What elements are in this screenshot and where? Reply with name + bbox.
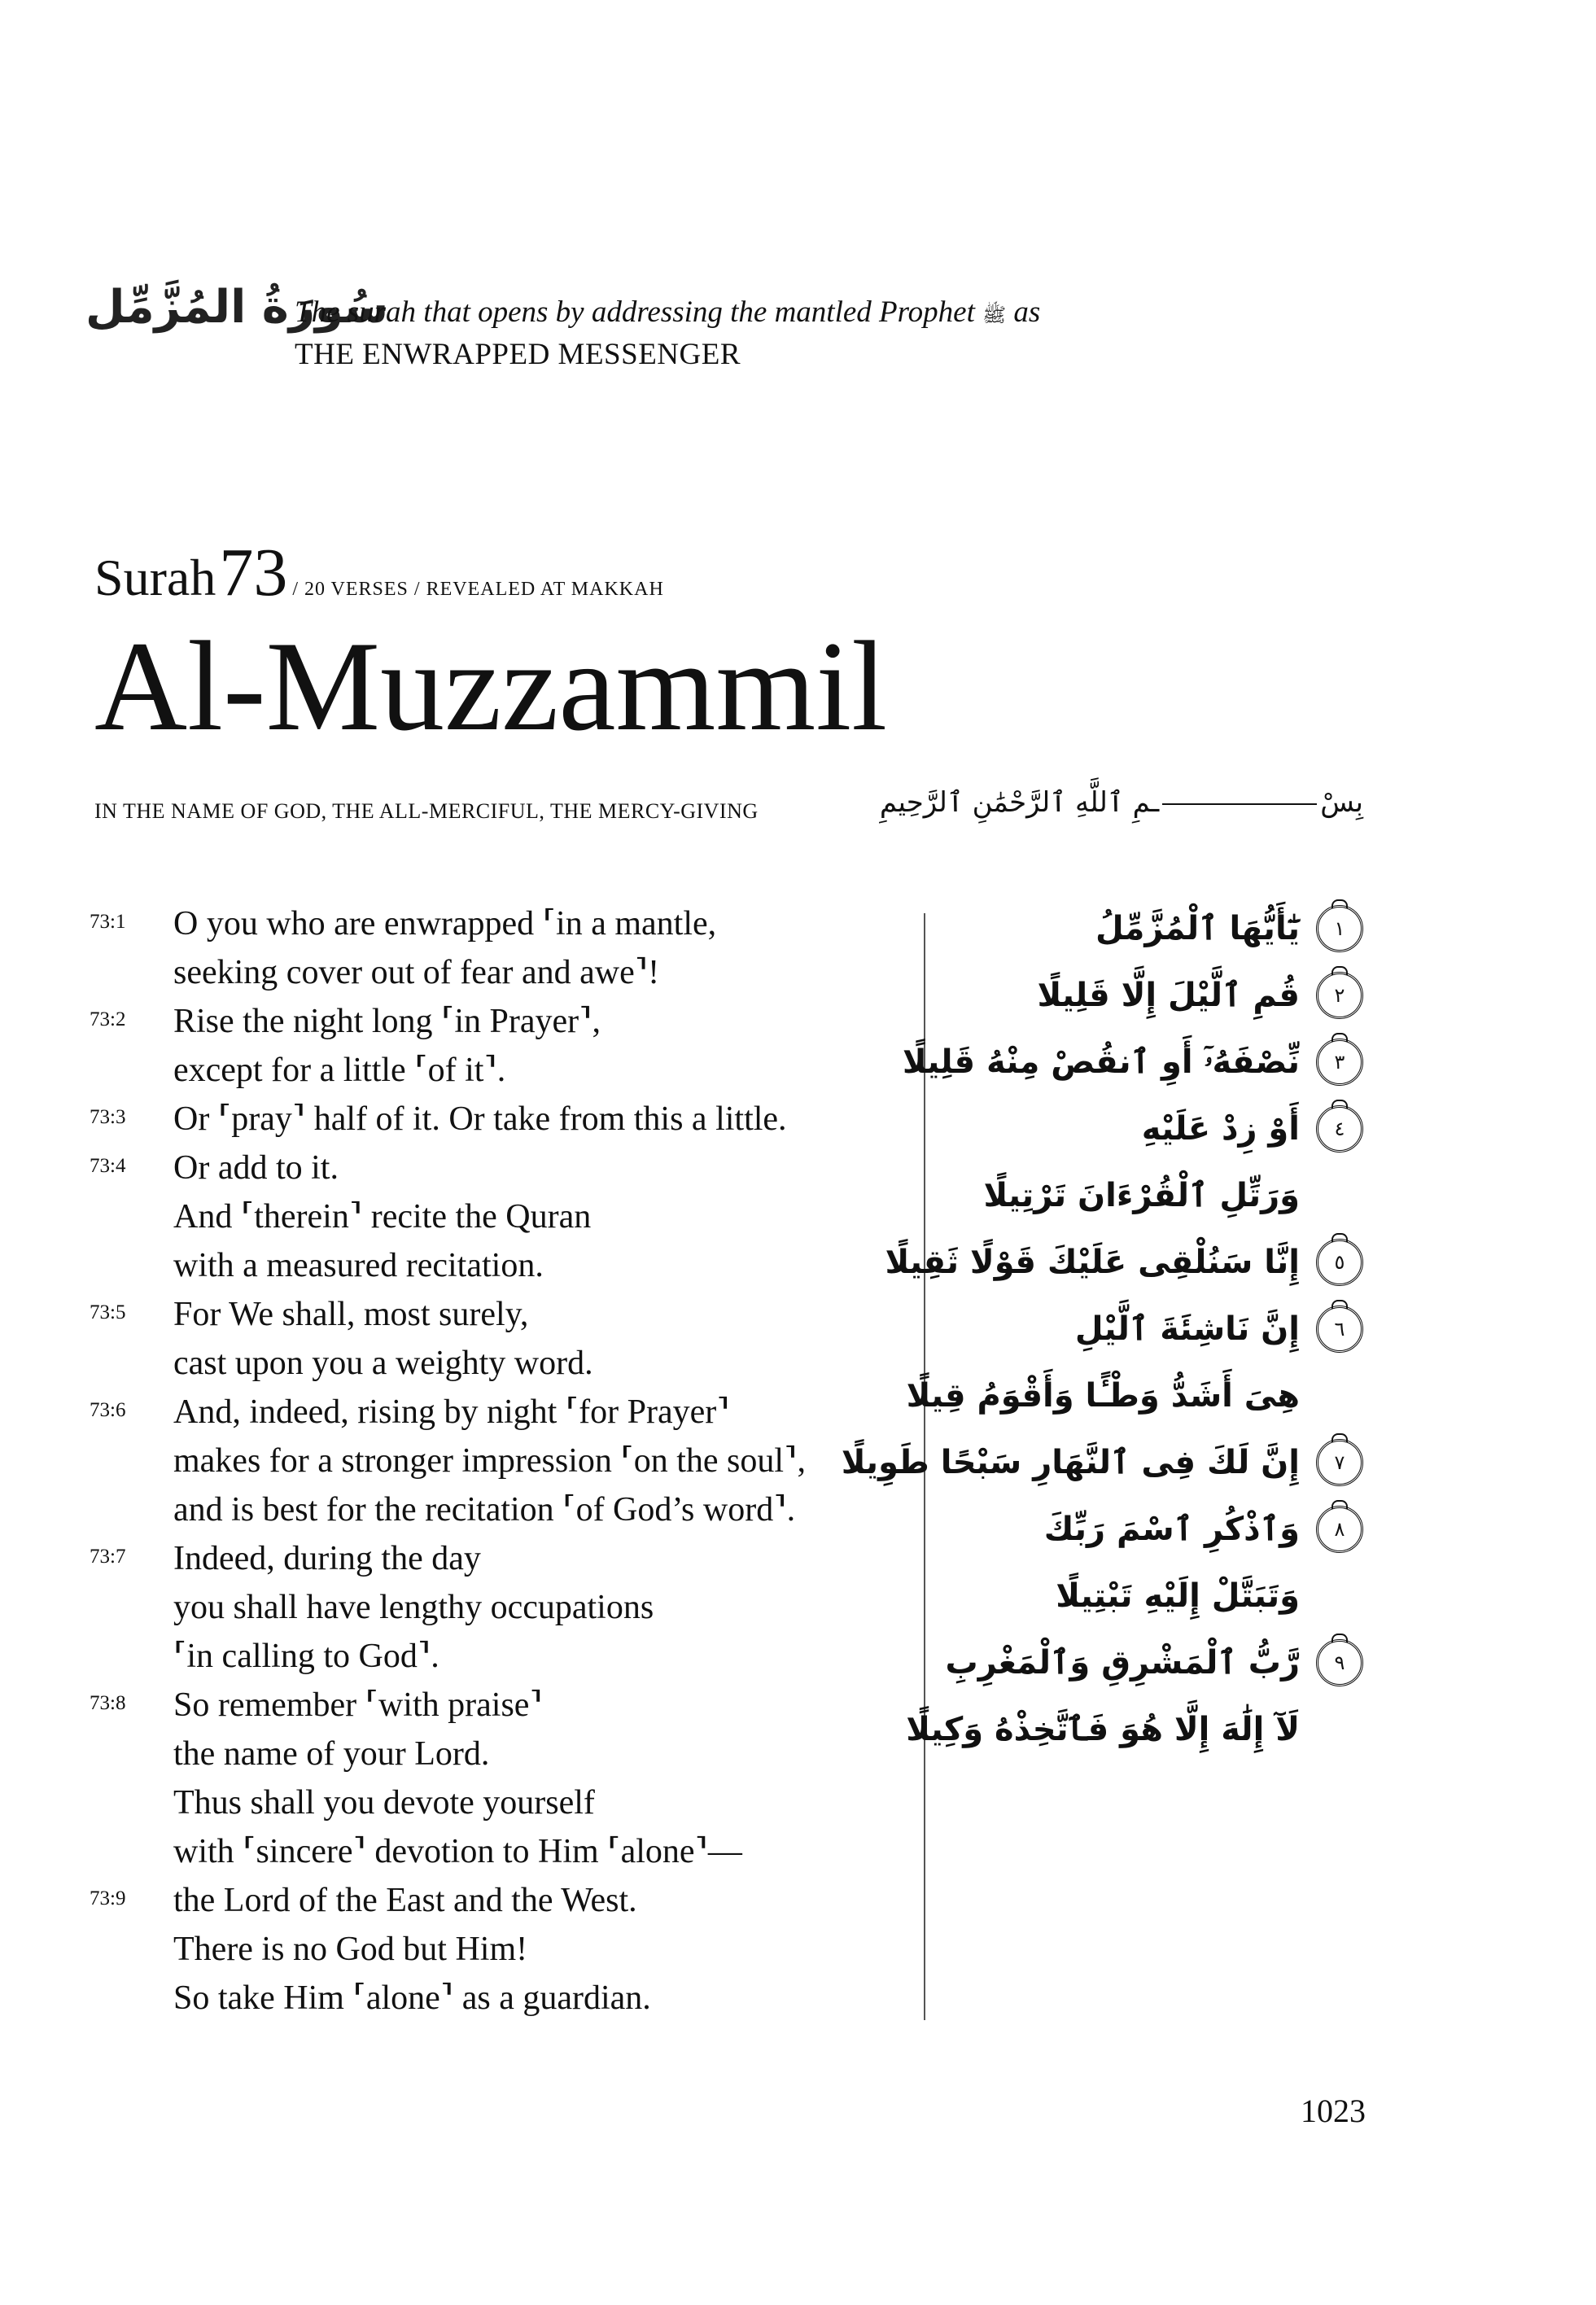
arabic-line (944, 1629, 1363, 1696)
verse-number: 73:1 (90, 911, 126, 933)
arabic-verse-text: وَٱذْكُرِ ٱسْمَ رَبِّكَ (1043, 1511, 1300, 1548)
verse-text: Thus shall you devote yourself (173, 1784, 595, 1822)
verse-text: Rise the night long ⸢in Prayer⸣, (173, 1003, 601, 1040)
arabic-line (906, 1696, 1363, 1763)
verse-number: 73:3 (90, 1106, 126, 1128)
verse-medallion-icon: ٩ (1316, 1639, 1363, 1686)
arabic-surah-title: سُورَةُ المُزَّمِّل (85, 281, 389, 334)
bismillah-arabic (879, 785, 1363, 819)
verse-text: seeking cover out of fear and awe⸣! (173, 954, 660, 991)
verse-text: with a measured recitation. (173, 1247, 544, 1284)
verse-text: Indeed, during the day (173, 1540, 481, 1577)
verse-text: except for a little ⸢of it⸣. (173, 1052, 506, 1089)
verse-text: Or ⸢pray⸣ half of it. Or take from this a little. (173, 1100, 787, 1138)
verse-text: cast upon you a weighty word. (173, 1345, 593, 1382)
verse-number: 73:5 (90, 1301, 126, 1323)
verse-medallion-icon: ٥ (1316, 1239, 1363, 1286)
verse-text: For We shall, most surely, (173, 1296, 529, 1333)
arabic-verse-text: يَٰٓأَيُّهَا ٱلْمُزَّمِّلُ (1095, 910, 1300, 947)
arabic-line (944, 1162, 1363, 1229)
arabic-line (841, 1429, 1363, 1496)
arabic-verse-text: رَّبُّ ٱلْمَشْرِقِ وَٱلْمَغْرِبِ (945, 1644, 1300, 1682)
surah-heading (94, 533, 664, 612)
verse-text: ⸢in calling to God⸣. (173, 1638, 439, 1675)
arabic-line (944, 962, 1363, 1029)
arabic-verse-text: أَوْ زِدْ عَلَيْهِ (1141, 1110, 1300, 1148)
verse-text: the name of your Lord. (173, 1735, 490, 1773)
verse-text: makes for a stronger impression ⸢on the soul⸣, (173, 1442, 806, 1480)
arabic-verse-text: هِىَ أَشَدُّ وَطْـًٔا وَأَقْوَمُ قِيلًا (906, 1377, 1300, 1415)
arabic-text-column (841, 895, 1363, 1763)
bismillah-english: IN THE NAME OF GOD, THE ALL-MERCIFUL, THE MERCY-GIVING (94, 799, 759, 823)
arabic-line (902, 1029, 1363, 1096)
arabic-verse-text: إِنَّا سَنُلْقِى عَلَيْكَ قَوْلًا ثَقِيلًا (885, 1244, 1300, 1281)
verse-text: with ⸢sincere⸣ devotion to Him ⸢alone⸣— (173, 1833, 742, 1870)
verse-medallion-icon: ١ (1316, 905, 1363, 952)
arabic-line (944, 1296, 1363, 1362)
verse-medallion-icon: ٣ (1316, 1039, 1363, 1086)
arabic-line (906, 1362, 1363, 1429)
verse-medallion-icon: ٦ (1316, 1306, 1363, 1353)
bismillah-arabic-start: بِسْ (1320, 786, 1363, 819)
arabic-line (944, 895, 1363, 962)
arabic-verse-text: إِنَّ نَاشِئَةَ ٱلَّيْلِ (1074, 1310, 1300, 1348)
verse-number: 73:7 (90, 1546, 126, 1568)
arabic-line (944, 1496, 1363, 1563)
verse-number: 73:4 (90, 1155, 126, 1177)
bismillah-arabic-end: ـمِ ٱللَّهِ ٱلرَّحْمَٰنِ ٱلرَّحِيمِ (879, 786, 1160, 819)
verse-number: 73:2 (90, 1008, 126, 1030)
intro-text: The surah that opens by addressing the mantled Prophet (295, 295, 975, 329)
verse-text: and is best for the recitation ⸢of God’s word⸣. (173, 1491, 796, 1529)
arabic-verse-text: وَتَبَتَّلْ إِلَيْهِ تَبْتِيلًا (1056, 1577, 1300, 1615)
arabic-line (944, 1563, 1363, 1629)
intro-as: as (1013, 295, 1041, 329)
verse-text: O you who are enwrapped ⸢in a mantle, (173, 905, 717, 943)
verse-text: And, indeed, rising by night ⸢for Prayer⸣ (173, 1393, 730, 1431)
surah-name: Al-Muzzammil (94, 615, 888, 758)
verse-text: So take Him ⸢alone⸣ as a guardian. (173, 1979, 651, 2017)
verse-medallion-icon: ٧ (1316, 1439, 1363, 1486)
verse-text: And ⸢therein⸣ recite the Quran (173, 1198, 592, 1236)
verse-medallion-icon: ٤ (1316, 1105, 1363, 1152)
arabic-verse-text: لَآ إِلَٰهَ إِلَّا هُوَ فَٱتَّخِذْهُ وَكِيلًا (906, 1711, 1300, 1748)
verse-number: 73:9 (90, 1887, 126, 1909)
surah-intro (295, 295, 1040, 331)
page-number: 1023 (1301, 2093, 1366, 2129)
arabic-line (885, 1229, 1363, 1296)
verse-text: Or add to it. (173, 1149, 339, 1187)
arabic-line (944, 1096, 1363, 1162)
surah-label: Surah (94, 549, 216, 606)
verse-medallion-icon: ٨ (1316, 1506, 1363, 1553)
verse-text: So remember ⸢with praise⸣ (173, 1686, 543, 1724)
verse-number: 73:8 (90, 1692, 126, 1714)
arabic-verse-text: إِنَّ لَكَ فِى ٱلنَّهَارِ سَبْحًا طَوِيلًا (841, 1444, 1300, 1481)
verse-text: There is no God but Him! (173, 1931, 528, 1968)
arabic-verse-text: قُمِ ٱلَّيْلَ إِلَّا قَلِيلًا (1037, 977, 1300, 1014)
arabic-verse-text: وَرَتِّلِ ٱلْقُرْءَانَ تَرْتِيلًا (983, 1177, 1300, 1214)
verse-text: you shall have lengthy occupations (173, 1589, 654, 1626)
salutation-glyph: ﷺ (982, 304, 1007, 326)
verse-number: 73:6 (90, 1399, 126, 1421)
arabic-verse-text: نِّصْفَهُۥٓ أَوِ ٱنقُصْ مِنْهُ قَلِيلًا (902, 1043, 1300, 1081)
verse-medallion-icon: ٢ (1316, 972, 1363, 1019)
tatweel-stroke (1162, 803, 1317, 805)
surah-meta: / 20 VERSES / REVEALED AT MAKKAH (292, 579, 664, 600)
verse-text: the Lord of the East and the West. (173, 1882, 637, 1919)
surah-number: 73 (219, 535, 288, 610)
surah-epithet: THE ENWRAPPED MESSENGER (295, 338, 741, 371)
